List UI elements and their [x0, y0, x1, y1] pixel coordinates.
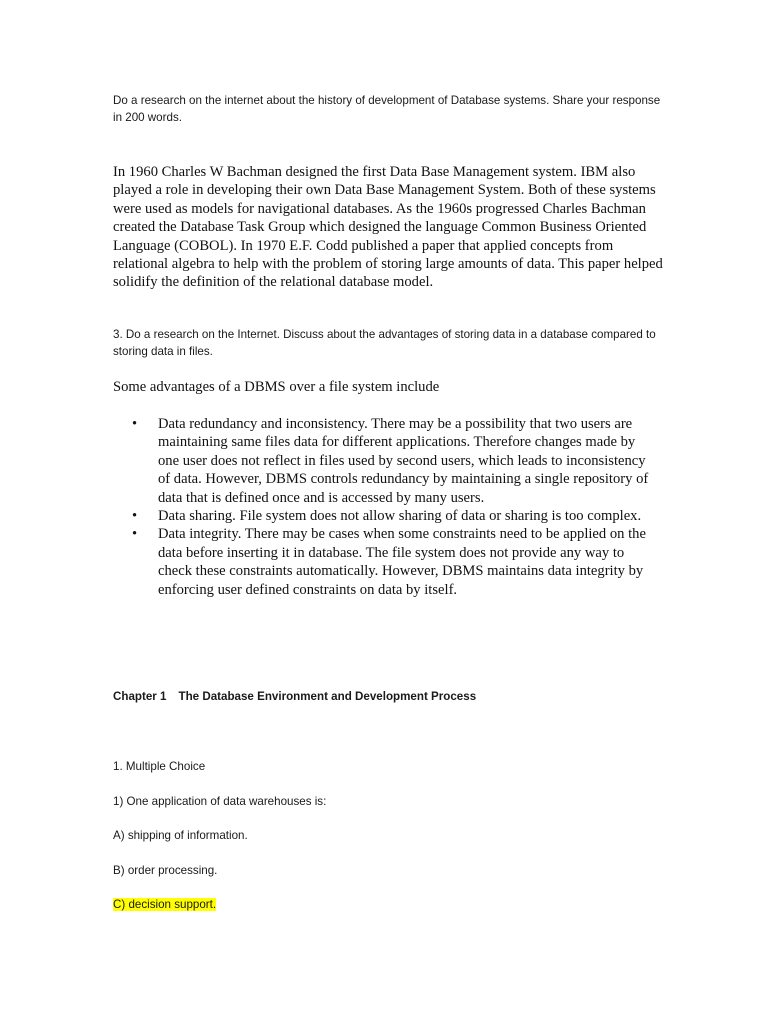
list-item: [113, 415, 658, 507]
chapter-number: Chapter 1: [113, 690, 167, 703]
section-heading: 1. Multiple Choice: [113, 760, 206, 773]
chapter-heading: [113, 688, 663, 705]
advantage-text: Data redundancy and inconsistency. There may be a possibility that two users are maintaining same files data for different applications. Therefore changes made by one user does not reflect in files used by second users, which leads to inconsistency of data. However, DBMS controls redundancy by maintaining a single repository of data that is defined once and is accessed by many users.: [158, 416, 649, 506]
option-a: A) shipping of information.: [113, 829, 248, 842]
list-item: [113, 507, 658, 525]
option-c-row: [113, 896, 663, 913]
advantage-text: Data sharing. File system does not allow sharing of data or sharing is too complex.: [158, 508, 642, 525]
advantages-list: [113, 415, 658, 599]
option-c-highlighted: C) decision support.: [113, 898, 217, 911]
chapter-title: The Database Environment and Development Process: [178, 690, 477, 703]
list-item: [113, 525, 658, 599]
advantages-intro: Some advantages of a DBMS over a file system include: [113, 379, 440, 395]
bullet-icon: •: [132, 416, 138, 432]
option-b: B) order processing.: [113, 864, 218, 877]
bullet-icon: •: [132, 526, 138, 543]
research-question-advantages: 3. Do a research on the Internet. Discuss about the advantages of storing data in a database compared to storing data in files.: [113, 328, 656, 358]
advantage-text: Data integrity. There may be cases when some constraints need to be applied on the data before inserting it in database. The file system does not provide any way to check these constraints automatically. However, DBMS maintains data integrity by enforcing user defined constraints on data by itself.: [158, 526, 646, 598]
mc-question: 1) One application of data warehouses is:: [113, 795, 327, 808]
bullet-icon: •: [132, 508, 138, 525]
history-answer-paragraph: In 1960 Charles W Bachman designed the first Data Base Management system. IBM also played a role in developing their own Data Base Management System. Both of these systems were used as models for navigational databases. As the 1960s progressed Charles Bachman created the Database Task Group which designed the language Common Business Oriented Language (COBOL). In 1970 E.F. Codd published a paper that applied concepts from relational algebra to help with the problem of storing large amounts of data. This paper helped solidify the definition of the relational database model.: [113, 164, 663, 291]
research-question-history: Do a research on the internet about the history of development of Database systems. Share your response in 200 words.: [113, 94, 661, 124]
